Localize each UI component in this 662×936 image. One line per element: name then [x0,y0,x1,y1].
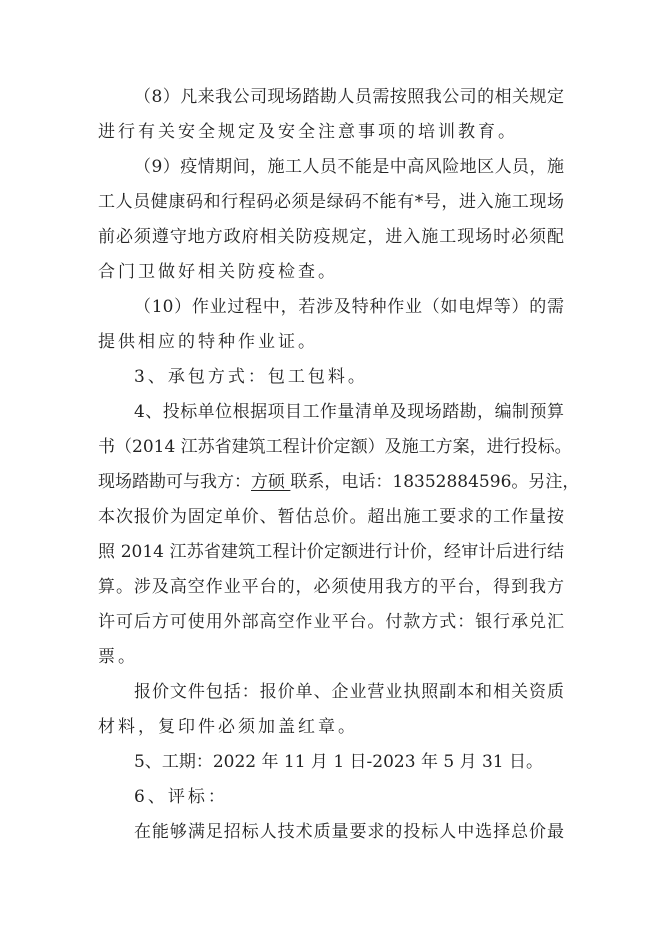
text-line: 材料，复印件必须加盖红章。 [98,717,358,737]
text-line: 本次报价为固定单价、暂估总价。超出施工要求的工作量按 [98,507,564,527]
text-line: 书（2014 江苏省建筑工程计价定额）及施工方案，进行投标。 [98,437,572,457]
text-line: （9）疫情期间，施工人员不能是中高风险地区人员，施 [134,157,564,177]
contact-name-underlined: 方硕 [251,472,291,492]
text-line: 照 2014 江苏省建筑工程计价定额进行计价，经审计后进行结 [98,542,564,562]
text-segment: 现场踏勘可与我方： [98,472,251,492]
text-line: 合门卫做好相关防疫检查。 [98,262,338,282]
text-line: 4、投标单位根据项目工作量清单及现场踏勘，编制预算 [134,402,564,422]
text-line: （10）作业过程中，若涉及特种作业（如电焊等）的需 [134,297,564,317]
text-line: 进行有关安全规定及安全注意事项的培训教育。 [98,122,518,142]
text-line: 算。涉及高空作业平台的，必须使用我方的平台，得到我方 [98,577,564,597]
text-line: 6、评标： [134,787,228,807]
text-line: 提供相应的特种作业证。 [98,332,318,352]
text-segment: 联系，电话：18352884596。另注， [290,472,580,492]
text-line: （8）凡来我公司现场踏勘人员需按照我公司的相关规定 [134,87,564,107]
text-line: 5、工期：2022 年 11 月 1 日-2023 年 5 月 31 日。 [134,752,544,772]
text-line: 票。 [98,647,138,667]
document-body [98,80,580,850]
text-line: 工人员健康码和行程码必须是绿码不能有*号，进入施工现场 [98,192,564,212]
text-line: 在能够满足招标人技术质量要求的投标人中选择总价最 [134,822,564,842]
text-line: 3、承包方式：包工包料。 [134,367,368,387]
text-line: 前必须遵守地方政府相关防疫规定，进入施工现场时必须配 [98,227,564,247]
contact-line [98,465,580,500]
text-line: 许可后方可使用外部高空作业平台。付款方式：银行承兑汇 [98,612,564,632]
text-line: 报价文件包括：报价单、企业营业执照副本和相关资质 [134,682,564,702]
